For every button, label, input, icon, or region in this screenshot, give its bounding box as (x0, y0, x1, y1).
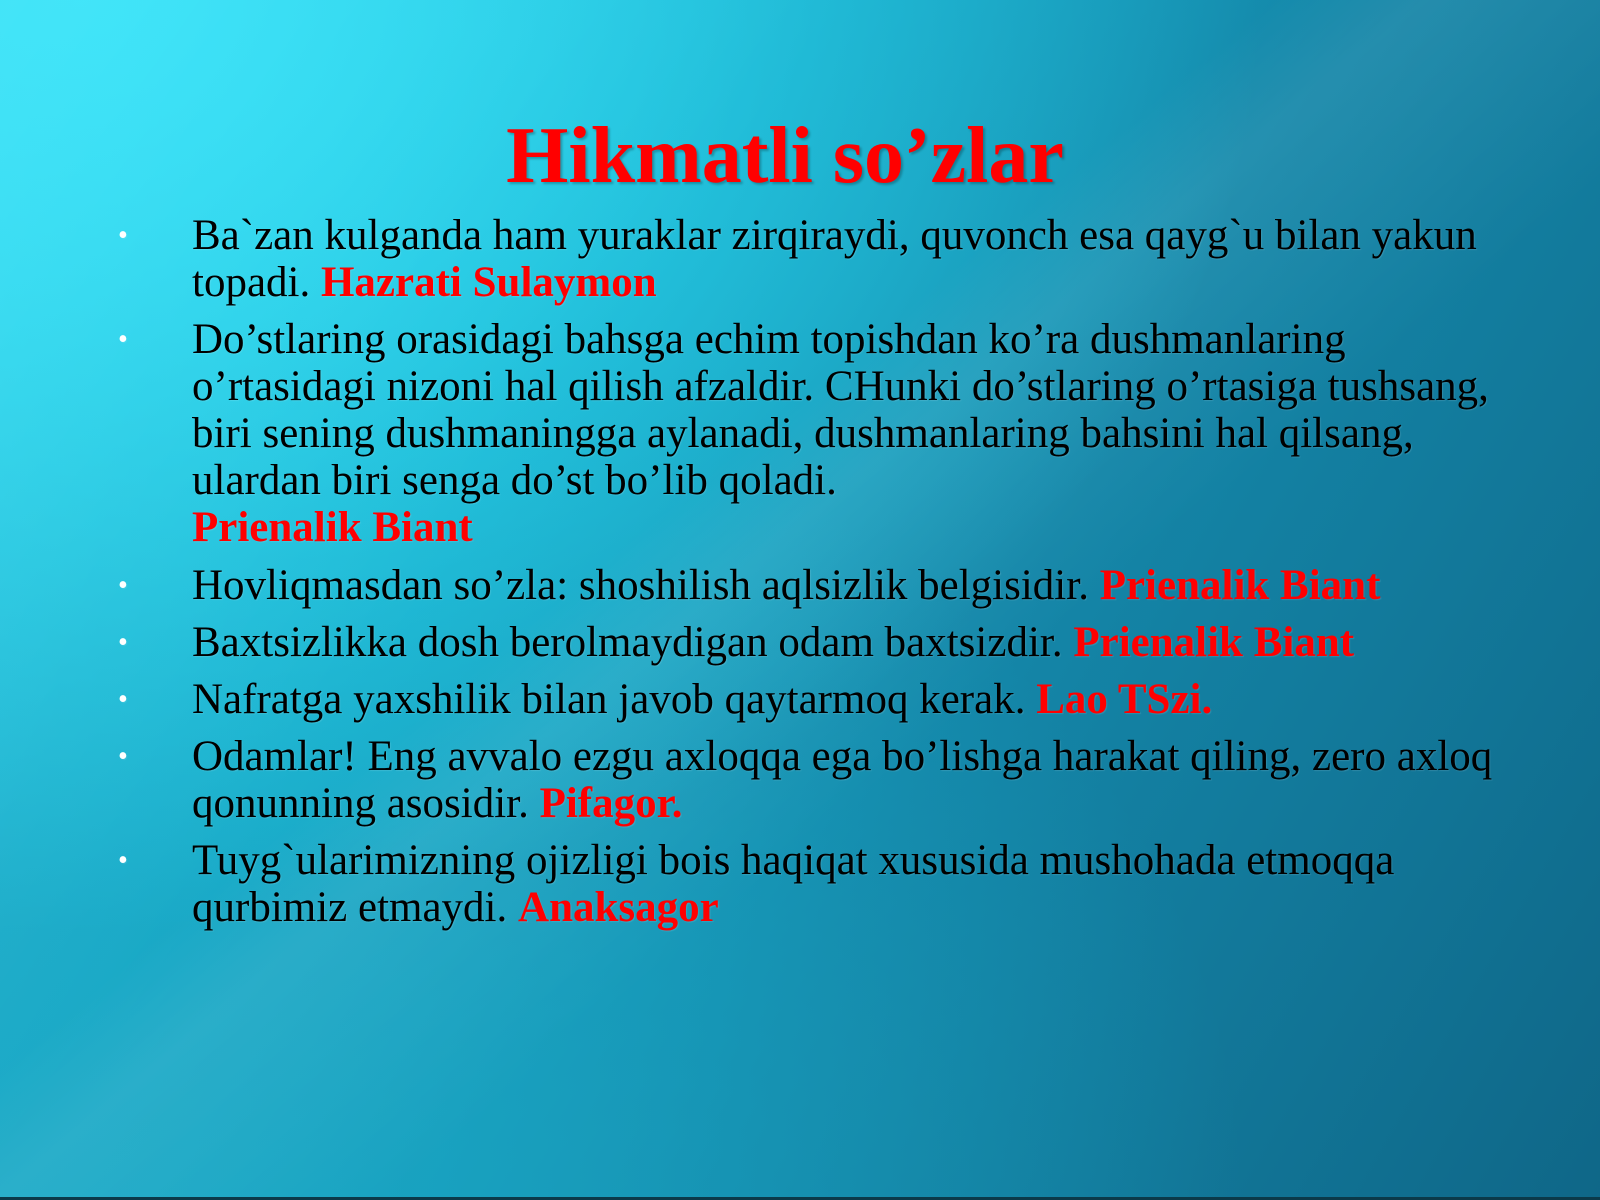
quote-author: Lao TSzi. (1036, 676, 1213, 723)
quote-author: Pifagor. (539, 780, 683, 827)
bullet-icon: • (118, 684, 128, 715)
quote-item (0, 562, 1600, 609)
quote-author: Prienalik Biant (192, 504, 473, 551)
quote-item (0, 733, 1600, 827)
quote-text: Baxtsizlikka dosh berolmaydigan odam baxtsizdir. (192, 619, 1063, 666)
quote-author: Prienalik Biant (1099, 562, 1381, 609)
quote-author: Prienalik Biant (1073, 619, 1355, 666)
quote-text: Tuyg`ularimizning ojizligi bois haqiqat xususida mushohada etmoqqa qurbimiz etmaydi. (192, 837, 1395, 931)
quote-text: Ba`zan kulganda ham yuraklar zirqiraydi, quvonch esa qayg`u bilan yakun topadi. (192, 212, 1477, 306)
quote-text: Nafratga yaxshilik bilan javob qaytarmoq kerak. (192, 676, 1026, 723)
quote-item (0, 837, 1600, 931)
quote-text: Hovliqmasdan so’zla: shoshilish aqlsizlik belgisidir. (192, 562, 1089, 609)
quote-author: Anaksagor (518, 884, 719, 931)
quote-text: Do’stlaring orasidagi bahsga echim topishdan ko’ra dushmanlaring o’rtasidagi nizoni hal qilish afzaldir. CHunki do’stlaring o’rtasiga tushsang, biri sening dushmaningga aylanadi, dushmanlaring bahsini hal qilsang, ulardan biri senga do’st bo’lib qoladi. (192, 316, 1489, 504)
quote-list (0, 212, 1600, 931)
quote-item (0, 619, 1600, 666)
bullet-icon: • (118, 741, 128, 772)
quote-item (0, 676, 1600, 723)
quote-text: Odamlar! Eng avvalo ezgu axloqqa ega bo’lishga harakat qiling, zero axloq qonunning asosidir. (192, 733, 1493, 827)
bullet-icon: • (118, 627, 128, 658)
slide-title: Hikmatli so’zlar (506, 112, 1064, 200)
bullet-icon: • (118, 845, 128, 876)
quote-item (0, 316, 1600, 551)
quote-item (0, 212, 1600, 306)
quote-author: Hazrati Sulaymon (320, 259, 657, 306)
bullet-icon: • (118, 220, 128, 251)
bullet-icon: • (118, 324, 128, 355)
bullet-icon: • (118, 570, 128, 601)
